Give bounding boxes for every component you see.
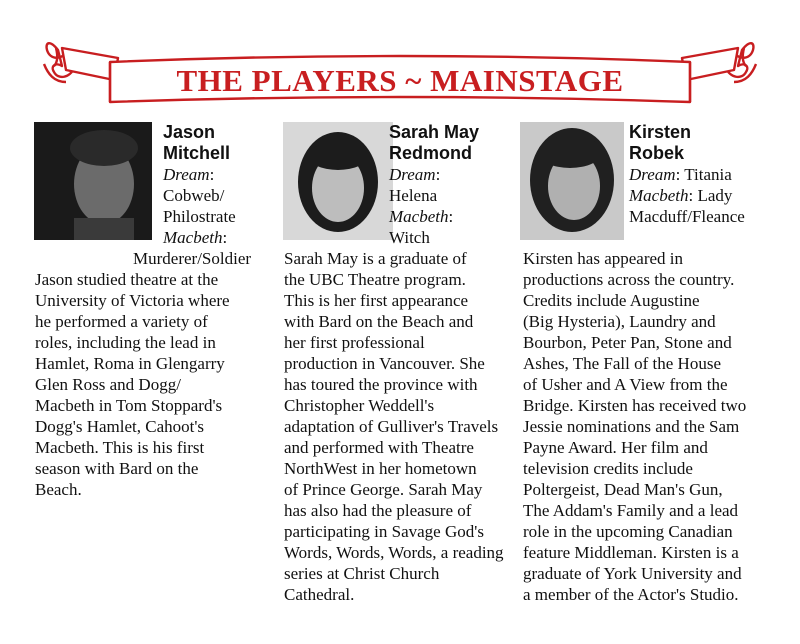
player-bio: Jason studied theatre at the University of Victoria where he performed a variety of roles, including the lead in Hamlet, Roma in Glengarry Glen Ross and Dogg/ Macbeth in Tom Stoppard's Dogg's Hamlet, Cahoot's Macbeth. This is his first season with Bard on the Beach. — [35, 270, 230, 499]
player-roles: Dream: Titania Macbeth: Lady Macduff/Fleance — [629, 165, 745, 226]
title-banner — [0, 0, 800, 120]
player-name: Jason Mitchell — [163, 122, 231, 163]
player-role-continued: Murderer/Soldier — [133, 249, 252, 268]
headshot-photo — [283, 122, 393, 240]
player-bio: Kirsten has appeared in productions across the country. Credits include Augustine (Big Hysteria), Laundry and Bourbon, Peter Pan, Stone and Ashes, The Fall of the House of Usher and A View from the Bridge. Kirsten has received two Jessie nominations and the Sam Payne Award. Her film and television credits include Poltergeist, Dead Man's Gun, The Addam's Family and a lead role in the upcoming Canadian feature Middleman. Kirsten is a graduate of York University and a member of the Actor's Studio. — [523, 249, 747, 604]
headshot-photo — [34, 122, 152, 240]
page-title: THE PLAYERS ~ MAINSTAGE — [176, 63, 624, 98]
headshot-photo — [520, 122, 624, 240]
player-bio: Sarah May is a graduate of the UBC Theatre program. This is her first appearance with Bard on the Beach and her first professional production in Vancouver. She has toured the province with Christopher Weddell's adaptation of Gulliver's Travels and performed with Theatre NorthWest in her hometown of Prince George. Sarah May has also had the pleasure of participating in Savage God's Words, Words, Words, a reading series at Christ Church Cathedral. — [284, 249, 504, 604]
player-name: Kirsten Robek — [629, 122, 692, 163]
player-roles: Dream: Helena Macbeth: Witch — [389, 165, 454, 247]
player-roles: Dream: Cobweb/ Philostrate Macbeth: — [163, 165, 236, 247]
player-name: Sarah May Redmond — [389, 122, 480, 163]
